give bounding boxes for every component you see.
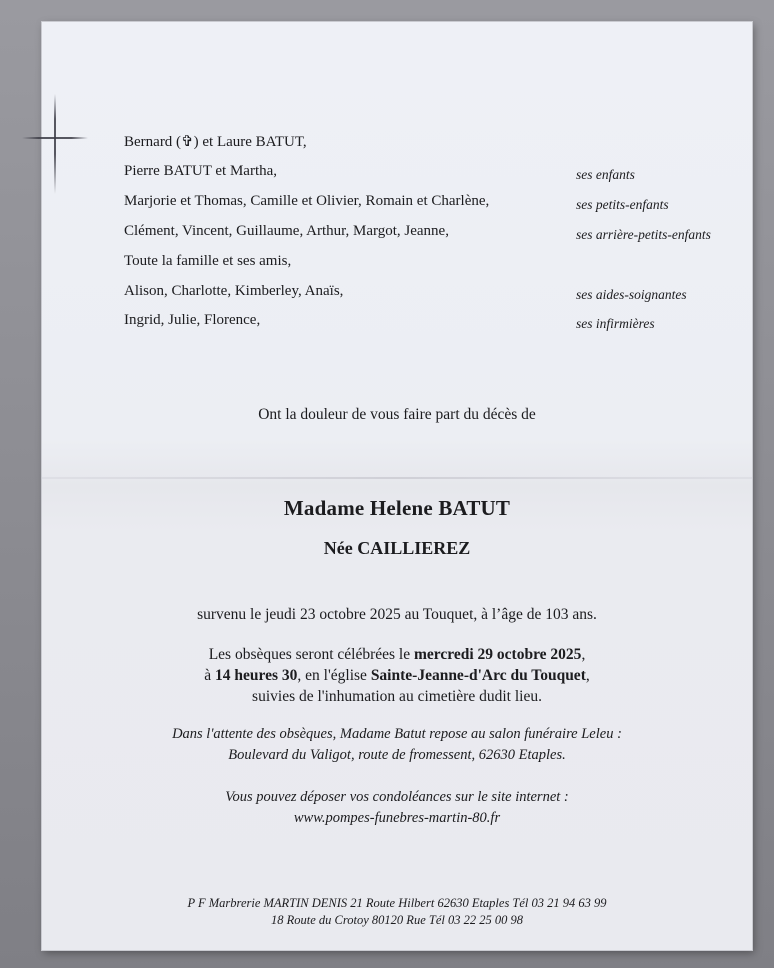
funeral-line-1-prefix: Les obsèques seront célébrées le — [208, 646, 414, 663]
family-names: Alison, Charlotte, Kimberley, Anaïs, — [124, 283, 344, 299]
family-role: ses infirmières — [576, 316, 655, 331]
funeral-line-2 — [42, 667, 752, 685]
family-names: Ingrid, Julie, Florence, — [124, 312, 261, 328]
family-role: ses petits-enfants — [576, 197, 669, 212]
deceased-name: Madame Helene BATUT — [283, 496, 511, 520]
family-role: ses enfants — [576, 167, 635, 182]
family-row — [42, 283, 752, 307]
funeral-notice-card — [42, 22, 752, 950]
maiden-name: Née CAILLIEREZ — [323, 538, 471, 558]
funeral-church: Sainte-Jeanne-d'Arc du Touquet — [370, 667, 586, 684]
family-row — [42, 163, 752, 187]
family-row — [42, 253, 752, 277]
announcement-text: Ont la douleur de vous faire part du décès de — [258, 406, 536, 423]
funeral-date: mercredi 29 octobre 2025 — [413, 646, 582, 663]
condolences-website: www.pompes-funebres-martin-80.fr — [293, 810, 501, 826]
funeral-line-1-suffix: , — [581, 646, 586, 663]
family-names: Toute la famille et ses amis, — [124, 253, 292, 269]
death-details: survenu le jeudi 23 octobre 2025 au Touquet, à l’âge de 103 ans. — [197, 606, 597, 623]
footer-line-2: 18 Route du Crotoy 80120 Rue Tél 03 22 25 00 98 — [271, 913, 523, 927]
funeral-line-2-prefix: à — [204, 667, 216, 684]
family-names: Marjorie et Thomas, Camille et Olivier, Romain et Charlène, — [124, 193, 490, 209]
funeral-line-3: suivies de l'inhumation au cimetière dudit lieu. — [252, 688, 542, 705]
family-row — [42, 193, 752, 217]
funeral-line-2-suffix: , — [585, 667, 590, 684]
family-role: ses arrière-petits-enfants — [576, 227, 711, 242]
funeral-line-2-middle: , en l'église — [297, 667, 371, 684]
family-row — [42, 312, 752, 336]
funeral-time: 14 heures 30 — [215, 667, 298, 684]
family-names: Pierre BATUT et Martha, — [124, 163, 278, 179]
viewing-line-1: Dans l'attente des obsèques, Madame Batut repose au salon funéraire Leleu : — [172, 726, 622, 742]
card-fold-line — [42, 477, 752, 479]
family-row — [42, 223, 752, 247]
footer-line-1: P F Marbrerie MARTIN DENIS 21 Route Hilbert 62630 Etaples Tél 03 21 94 63 99 — [187, 896, 607, 910]
family-row — [42, 132, 752, 156]
funeral-line-1 — [42, 646, 752, 664]
viewing-line-2: Boulevard du Valigot, route de fromessent, 62630 Etaples. — [228, 747, 566, 763]
family-names: Bernard (✞) et Laure BATUT, — [124, 134, 307, 150]
family-names: Clément, Vincent, Guillaume, Arthur, Margot, Jeanne, — [124, 223, 449, 239]
family-role: ses aides-soignantes — [576, 287, 687, 302]
condolences-text: Vous pouvez déposer vos condoléances sur le site internet : — [225, 789, 569, 805]
